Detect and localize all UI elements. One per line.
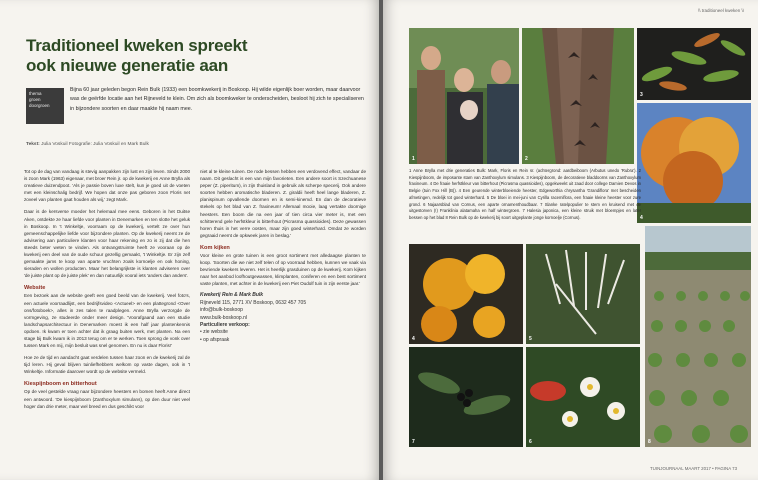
family-photo-graphic — [409, 28, 519, 164]
theme-word-2: groen — [29, 97, 41, 102]
article-title — [26, 36, 366, 76]
kiespijn-heading: Kiespijnboom en bitterhout — [24, 381, 97, 388]
credit-text: Julia Voskuil Fotografie: Julia Voskuil en Mark Bulk — [41, 142, 149, 147]
photo-family — [409, 28, 519, 164]
article-credit — [26, 142, 366, 147]
theme-word-1: thema — [29, 91, 42, 96]
running-header: \\ traditioneel kweken \\ — [697, 8, 744, 13]
photo-number: 1 — [412, 156, 415, 162]
photo-nursery-rows — [645, 226, 751, 447]
contact-item: • zie website — [200, 329, 228, 336]
photo-white-flowers — [526, 347, 640, 447]
title-line-1: Traditioneel kweken spreekt — [26, 36, 248, 55]
photo-number: 2 — [525, 156, 528, 162]
contact-website: www.bulk-boskoop.nl — [200, 314, 247, 321]
paragraph: Een bezoek aan de website geeft een goed beeld van de kwekerij. Veel foto's, een actuele voorraadlijst, een bedrijfsvideo <Actueel> en een plattegrond <Over ons/fotoboek>, alles in zes talen te raadplegen. Anne Brylla verzorgde de vormgeving, ze studeerde onder meer design. 'Voorafgaand aan een studie landschapsarchitectuur in Denemarken moest ik een half jaar plantenkennis opdoen. Ik kwam er toen achter dat ik graag buiten werk, met planten. Na een stage bij Bulk kwam ik in 2013 terug om er te werken. Toen sprong de vonk over tussen Mark en mij, mijn besluit was snel genomen. En nu is daar Floris!' — [24, 293, 190, 349]
title-line-2: ook nieuwe generatie aan — [26, 56, 229, 75]
paragraph: Daar is de kersverse moeder het helemaal mee eens. Geboren in het Duitse Aken, ontdekte ze haar liefde voor planten in Denemarken en ten slotte het geluk in Boskoop. In 't Winkeltje, voorraam op de kwekerij, vertelt ze over hun gemeenschappelijke liefde voor bijzondere planten. Op de kwekerij neemt ze de advisering aan particuliere klanten voor haar rekening en zo is zij dat die hen steeds beter weten te vinden. Als ontvangstruimte heeft ze vooraan op de kwekerij een deel van de oude schuur gezellig gemaakt, 't Winkeltje. Er zijn zelf gemaakte jams te koop van aparte vruchten zoals kornoelje en ook honing, sieraden en wollen producten. Maar het belangrijkste is klanten adviseren over 'de juiste plant op de juiste plek' en dan natuurlijk vooral iets 'anders dan anders'. — [24, 209, 190, 279]
paragraph: niet al te kleine tuinen. De rode bessen hebben een verdovend effect, vandaar de naam. Dit geslacht is een van mijn favorieten. Een andere soort is Szechuanese peper (Z. piperitum), in zijn thuisland in gebruik als scherpe specerij. Ook andere soorten hebben aromatische bladeren. Z. giraldii heeft heel lange bladeren, Z. planispinum opvallende doornen en is semi-kinemd. En dan de decoratieve stekels op het blad van Z. fraxineum! Allemaal mooie, laag vertakte doornige heesters. Een boom die na een jaar of tien circa vier meter is, met een schitterend gele herfstkleur is bitterhout (Picrasma quassioides). Deze gewassen horen thuis in het verre oosten, maar zijn goed winterhard. Omdat ze worden gegraaid neemt de opkweek jaren in beslag.' — [200, 169, 366, 238]
contact-sales-label: Particuliere verkoop: — [200, 322, 250, 329]
paragraph: Tot op de dag van vandaag is stevig aanpakken zijn lust en zijn leven. Sinds 2000 is zoon Mark (1963) eigenaar, met broer Rein jr. op de kwekerij en Anne Brylla als creatieve duizendpoot. 'Als je passie boven luxe stelt, kun je goed uit de voeten met een kleinschalig bedrijf. We hopen dat onze pas geboren zoon Floris net zoveel van planten gaat houden als wij,' zegt Mark. — [24, 169, 190, 203]
contact-block — [200, 292, 366, 344]
photo-number: 8 — [648, 439, 651, 445]
website-heading: Website — [24, 285, 46, 292]
photo-number: 6 — [529, 439, 532, 445]
nursery-rows-photo-graphic — [645, 226, 751, 447]
photo-number: 4 — [412, 336, 415, 342]
photo-number: 4 — [640, 215, 643, 221]
page-footer: TUINJOURNAAL MAART 2017 • PAGINA 73 — [650, 466, 738, 471]
orange-flowers-photo-graphic — [409, 244, 523, 344]
photo-dark-leaves — [409, 347, 523, 447]
photo-autumn-tree — [637, 103, 751, 223]
trunk-photo-graphic — [522, 28, 634, 164]
theme-badge — [26, 88, 64, 124]
white-spiky-photo-graphic — [526, 244, 640, 344]
credit-label: Tekst: — [26, 142, 40, 147]
kom-kijken-heading: Kom kijken — [200, 244, 230, 251]
contact-item: • op afspraak — [200, 336, 230, 343]
photo-trunk — [522, 28, 634, 164]
text-column-1 — [24, 168, 190, 415]
paragraph: Hoe ze de tijd en aandacht gaat verdelen tussen haar zoon en de kwekerij zal de tijd leren. Hij geval blijven tuinliefhebbers welkom op vaste dagen, ook in 't Winkeltje. Informatie daarover wordt op de website vermeld. — [24, 355, 190, 375]
leaves-photo-graphic — [637, 28, 751, 100]
photo-number: 3 — [640, 92, 643, 98]
autumn-tree-photo-graphic — [637, 103, 751, 223]
contact-name: Kwekerij Rein & Mark Bulk — [200, 292, 264, 299]
theme-word-3: doorgroen — [29, 103, 50, 108]
paragraph: Op de veel gestelde vraag naar bijzondere heesters en bomen heeft Anne direct een antwoord. 'De kiespijnboom (Zanthoxylum simulans), op den duur niet veel hoger dan drie meter, maar wel breed en dus geschikt voor — [24, 389, 190, 409]
photo-caption: 1 Anne Brylla met drie generaties Bulk: Mark, Floris en Rein sr. (achtergrond: aardbeiboom (Arbutus unedo 'Rubra'). 2 Kiespijnboom, de imposante stam van Zanthoxylum simulans. 3 Kiespijnboom, de decoratieve bladdoorns van Zanthoxylum fraxineum. 4 De fraaie herfstkleur van bitterhout (Picrasma quassioides), opgekweekt uit zaad door college Damien Devos in Belgie (tuin Fox Hill (B)). 4 Een geurende winterbloeiende heester, Edgeworthia chrysantha 'Grandiflora' met bescheiden afmetingen, redelijk tot goed winterhard. 5 De bloei in mei-juni van Cyrilla racemiflora, een fraaie kleine heester voor zure grond. 6 Najaarsblad van Cornus, een aparte ornamenthoudbaar. 7 Slanke ratelpopulier te stem en kruisend met de uitgestorven (!) Franklinia alatamaha en half wintergroen. 7 Halesia japonica, een kleine struik met bloempjes en later bessen op het blad 8 Rein Bulk op de kwekerij bij soort uitgeplante jonge kornoelje (Cornus). — [409, 168, 641, 220]
white-flowers-photo-graphic — [526, 347, 640, 447]
paragraph: Voor kleine en grote tuinen is een groot sortiment met alledaagse planten te koop. 'Soorten die we niet zelf telen of op voorraad hebben, kunnen we vaak via bevriende kwekers leveren. Het is heerlijk grasduinen op de kwekerij. Kom kijken naar het aanbod loofhoutgewassen, klimplanten, coniferen en een best sortiment vaste planten, met achter in de kwekerij een Piet Oudolf tuin in zijn eerste jaar.' — [200, 252, 366, 287]
photo-white-spiky — [526, 244, 640, 344]
article-intro: Bijna 60 jaar geleden begon Rein Bulk (1933) een boomkwekerij in Boskoop. Hij wilde eigenlijk boer worden, maar daarvoor was de geërfde locatie aan het Rijneveld te klein. Om zich als boomkweker te onderscheiden, besloot hij zich te specialiseren in bijzondere soorten en daar maakte hij naam mee. — [70, 87, 364, 112]
photo-leaves — [637, 28, 751, 100]
contact-email: info@bulk-boskoop — [200, 307, 243, 314]
photo-number: 7 — [412, 439, 415, 445]
photo-number: 5 — [529, 336, 532, 342]
contact-address: Rijneveld 115, 2771 XV Boskoop, 0632 457 705 — [200, 299, 307, 306]
text-column-2 — [200, 168, 366, 344]
photo-orange-flowers — [409, 244, 523, 344]
dark-leaves-photo-graphic — [409, 347, 523, 447]
